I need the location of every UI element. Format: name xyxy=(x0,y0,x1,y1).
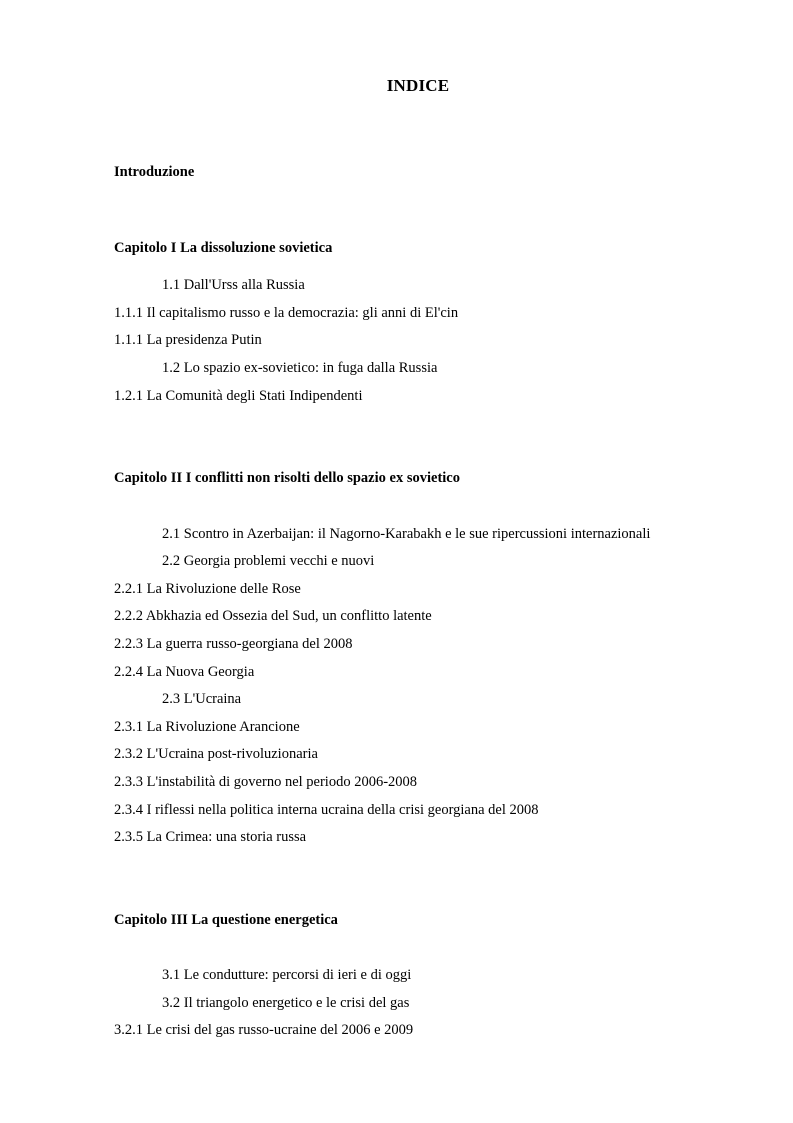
toc-entry: 1.2 Lo spazio ex-sovietico: in fuga dalla Russia xyxy=(162,360,438,376)
toc-entry: 1.2.1 La Comunità degli Stati Indipendenti xyxy=(114,388,363,404)
toc-entry: 2.3.1 La Rivoluzione Arancione xyxy=(114,719,300,735)
toc-entry: 3.2 Il triangolo energetico e le crisi del gas xyxy=(162,995,410,1011)
toc-entry: 1.1 Dall'Urss alla Russia xyxy=(162,277,305,293)
toc-entry: 2.1 Scontro in Azerbaijan: il Nagorno-Karabakh e le sue ripercussioni internazionali xyxy=(162,526,651,542)
toc-entry: 3.1 Le condutture: percorsi di ieri e di oggi xyxy=(162,967,412,983)
toc-entry: 2.3.4 I riflessi nella politica interna ucraina della crisi georgiana del 2008 xyxy=(114,802,539,818)
toc-entry: 2.3.5 La Crimea: una storia russa xyxy=(114,829,307,845)
toc-entry: 1.1.1 La presidenza Putin xyxy=(114,332,262,348)
toc-chapter-3: Capitolo III La questione energetica xyxy=(114,912,338,928)
toc-entry: 2.2 Georgia problemi vecchi e nuovi xyxy=(162,553,375,569)
toc-entry: 2.3 L'Ucraina xyxy=(162,691,242,707)
toc-entry: 1.1.1 Il capitalismo russo e la democrazia: gli anni di El'cin xyxy=(114,305,459,321)
toc-chapter-2: Capitolo II I conflitti non risolti dello spazio ex sovietico xyxy=(114,470,460,486)
toc-chapter-1: Capitolo I La dissoluzione sovietica xyxy=(114,240,333,256)
toc-entry: 2.2.1 La Rivoluzione delle Rose xyxy=(114,581,301,597)
toc-introduction: Introduzione xyxy=(114,164,195,180)
page-title: INDICE xyxy=(386,76,450,95)
toc-entry: 2.2.2 Abkhazia ed Ossezia del Sud, un conflitto latente xyxy=(114,608,432,624)
toc-entry: 2.2.3 La guerra russo-georgiana del 2008 xyxy=(114,636,353,652)
toc-entry: 2.3.3 L'instabilità di governo nel periodo 2006-2008 xyxy=(114,774,418,790)
toc-entry: 2.3.2 L'Ucraina post-rivoluzionaria xyxy=(114,746,318,762)
toc-entry: 3.2.1 Le crisi del gas russo-ucraine del 2006 e 2009 xyxy=(114,1022,414,1038)
toc-entry: 2.2.4 La Nuova Georgia xyxy=(114,664,255,680)
